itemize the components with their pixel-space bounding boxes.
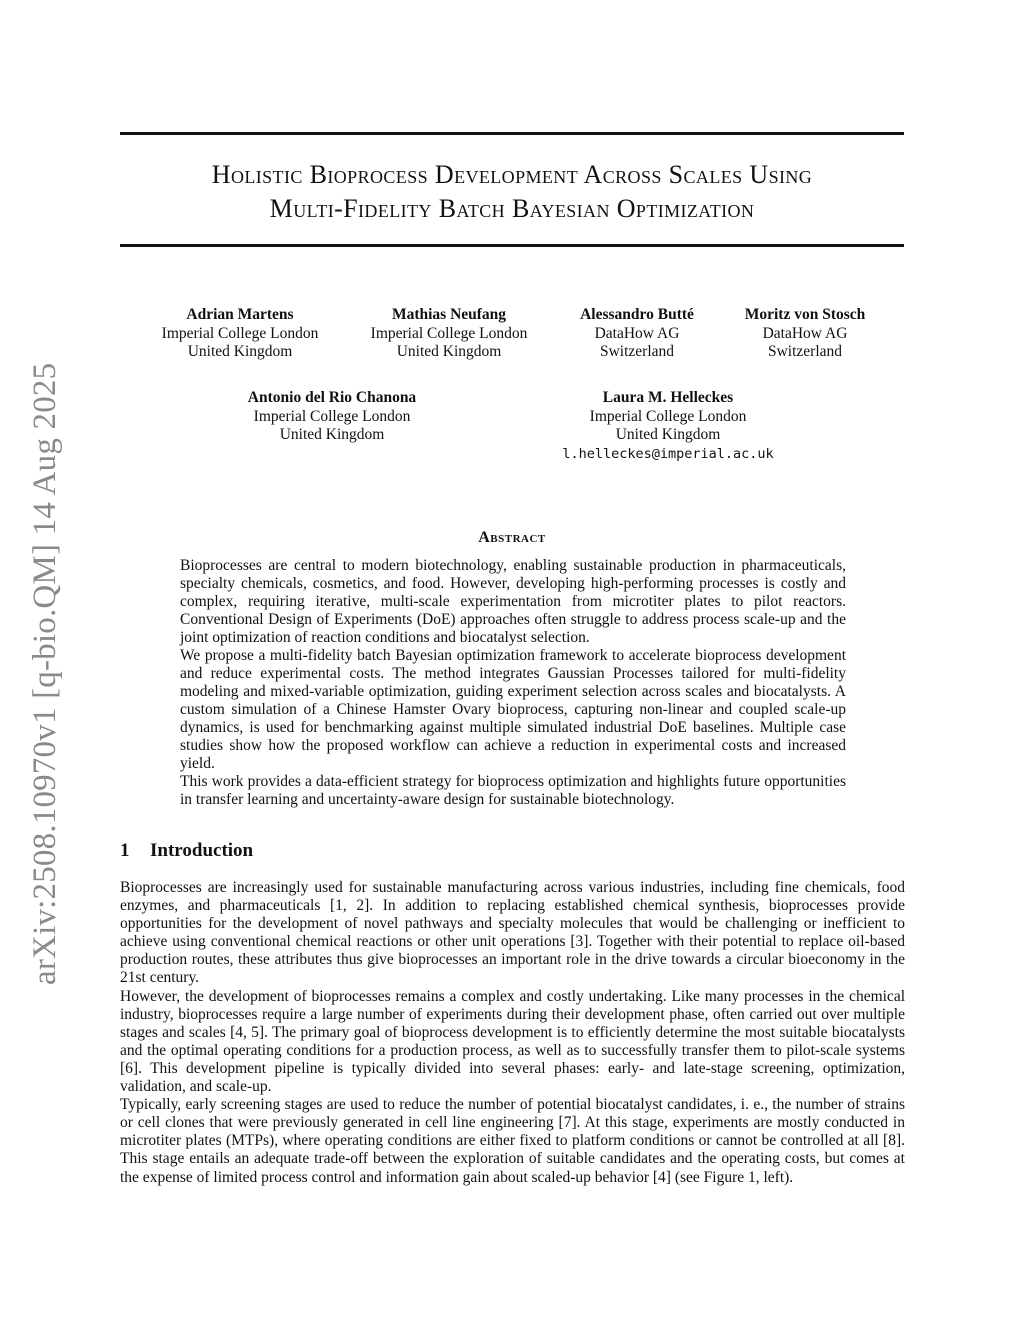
- author-country: United Kingdom: [615, 426, 721, 443]
- body-paragraph: Bioprocesses are increasingly used for sustainable manufacturing across various industries, including fine chemicals, food enzymes, and pharmaceuticals [1, 2]. In addition to replacing established chemical synthesis, bioprocesses provide opportunities for the development of novel pathways and specialty molecules that would be challenging or inefficient to achieve using conventional chemical reactions or other unit operations [3]. Together with their potential to replace oil-based production routes, these attributes thus give bioprocesses an important role in the drive towards a circular bioeconomy in the 21st century.: [120, 879, 905, 987]
- author-name: Antonio del Rio Chanona: [247, 389, 417, 406]
- author-block: [349, 306, 549, 362]
- author-affiliation: Imperial College London: [253, 407, 411, 425]
- author-affiliation: Imperial College London: [589, 407, 747, 425]
- title-line-1: Holistic Bioprocess Development Across Scales Using: [211, 160, 813, 189]
- section-number: 1: [120, 840, 130, 861]
- arxiv-stamp: arXiv:2508.10970v1 [q-bio.QM] 14 Aug 2025: [27, 362, 63, 985]
- author-name: Alessandro Butté: [580, 306, 694, 323]
- title-line-2: Multi-Fidelity Batch Bayesian Optimization: [269, 194, 755, 223]
- section-title: Introduction: [150, 840, 254, 861]
- abstract: [180, 557, 846, 809]
- author-block: [725, 306, 885, 362]
- author-block: [222, 389, 442, 445]
- author-affiliation: Imperial College London: [161, 324, 319, 342]
- abstract-paragraph: We propose a multi-fidelity batch Bayesian optimization framework to accelerate bioprocess development and reduce experimental costs. The method integrates Gaussian Processes tailored for multi-fidelity modeling and mixed-variable optimization, guiding experiment selection across scales and biocatalysts. A custom simulation of a Chinese Hamster Ovary bioprocess, capturing non-linear and coupled scale-up dynamics, is used for benchmarking against multiple simulated industrial DoE baselines. Multiple case studies show how the proposed workflow can achieve a reduction in experimental costs and increased yield.: [180, 647, 846, 772]
- author-block: [557, 306, 717, 362]
- author-country: United Kingdom: [396, 343, 502, 360]
- abstract-paragraph: Bioprocesses are central to modern biotechnology, enabling sustainable production in pharmaceuticals, specialty chemicals, cosmetics, and food. However, developing high-performing processes is costly and complex, requiring iterative, multi-scale experimentation from microtiter plates to pilot reactors. Conventional Design of Experiments (DoE) approaches often struggle to address process scale-up and the joint optimization of reaction conditions and biocatalyst selection.: [180, 557, 846, 646]
- author-country: Switzerland: [599, 343, 675, 360]
- section-heading: [120, 840, 253, 862]
- body-paragraph: Typically, early screening stages are used to reduce the number of potential biocatalyst candidates, i. e., the number of strains or cell clones that were previously generated in cell line engineering [7]. At this stage, experiments are mostly conducted in microtiter plates (MTPs), where operating conditions are either fixed to platform conditions or cannot be controlled at all [8]. This stage entails an adequate trade-off between the exploration of suitable candidates and the operating costs, but comes at the expense of limited process control and information gain about scaled-up behavior [4] (see Figure 1, left).: [120, 1096, 905, 1186]
- author-country: United Kingdom: [187, 343, 293, 360]
- author-name: Laura M. Helleckes: [602, 389, 734, 406]
- author-block: [538, 389, 798, 463]
- title-rule-top: [120, 132, 904, 135]
- author-name: Mathias Neufang: [391, 306, 507, 323]
- author-country: United Kingdom: [279, 426, 385, 443]
- author-email[interactable]: l.helleckes@imperial.ac.uk: [562, 445, 774, 462]
- author-country: Switzerland: [767, 343, 843, 360]
- author-affiliation: Imperial College London: [370, 324, 528, 342]
- abstract-paragraph: This work provides a data-efficient strategy for bioprocess optimization and highlights future opportunities in transfer learning and uncertainty-aware design for sustainable biotechnology.: [180, 773, 846, 808]
- title-rule-bottom: [120, 244, 904, 247]
- author-name: Adrian Martens: [186, 306, 294, 323]
- author-block: [140, 306, 340, 362]
- abstract-heading: Abstract: [478, 529, 546, 546]
- author-affiliation: DataHow AG: [762, 324, 848, 342]
- introduction-body: [120, 879, 905, 1187]
- author-affiliation: DataHow AG: [594, 324, 680, 342]
- body-paragraph: However, the development of bioprocesses remains a complex and costly undertaking. Like many processes in the chemical industry, bioprocesses require a large number of experiments during their development phase, often carried out over multiple stages and scales [4, 5]. The primary goal of bioprocess development is to efficiently determine the most suitable biocatalysts and the optimal operating conditions for a production process, as well as to successfully transfer them to pilot-scale systems [6]. This development pipeline is typically divided into several phases: early- and late-stage screening, optimization, validation, and scale-up.: [120, 987, 905, 1096]
- author-name: Moritz von Stosch: [744, 306, 866, 323]
- paper-title: [120, 158, 904, 226]
